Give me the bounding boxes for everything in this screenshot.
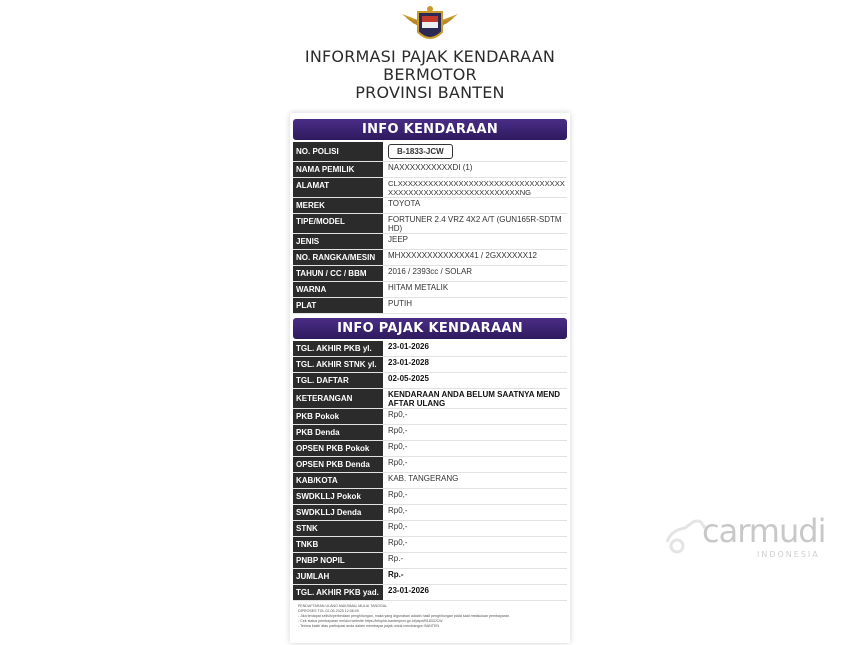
row-label: PLAT — [293, 298, 385, 313]
table-row — [293, 489, 567, 505]
row-label: TNKB — [293, 537, 385, 552]
footnote-line: - Terima kasih atas partisipasi anda dalam membayar pajak untuk membangun BANTEN — [298, 624, 439, 628]
watermark-sub: INDONESIA — [757, 550, 820, 559]
row-value: 23-01-2026 — [388, 342, 429, 351]
row-value: MHXXXXXXXXXXXXX41 / 2GXXXXXX12 — [388, 251, 537, 260]
row-value: Rp.- — [388, 570, 404, 579]
row-value: Rp0,- — [388, 458, 408, 467]
row-label: PNBP NOPIL — [293, 553, 385, 568]
row-label: PKB Pokok — [293, 409, 385, 424]
row-value: Rp0,- — [388, 538, 408, 547]
table-row — [293, 373, 567, 389]
row-value: 23-01-2026 — [388, 586, 429, 595]
info-pajak-heading: INFO PAJAK KENDARAAN — [293, 318, 567, 339]
row-value: HITAM METALIK — [388, 283, 449, 292]
row-label: TGL. DAFTAR — [293, 373, 385, 388]
row-value: Rp0,- — [388, 490, 408, 499]
table-row — [293, 341, 567, 357]
title-line-3: PROVINSI BANTEN — [355, 83, 505, 102]
table-row — [293, 250, 567, 266]
footnote-line: PENDAFTARAN ULANG MAKSIMAL MULAI TANGGAL — [298, 604, 388, 608]
page-title — [0, 48, 860, 102]
row-value: Rp.- — [388, 554, 404, 563]
row-value: FORTUNER 2.4 VRZ 4X2 A/T (GUN165R-SDTMHD) — [388, 215, 562, 233]
row-label: OPSEN PKB Pokok — [293, 441, 385, 456]
row-label: PKB Denda — [293, 425, 385, 440]
footnote-line: - Jika terdapat selisih/perbedaan penghitungan, maka yang digunakan adalah hasil penghitungan pada saat melakukan pembayaran. — [298, 614, 510, 618]
row-value — [385, 142, 567, 161]
title-line-1: INFORMASI PAJAK KENDARAAN — [304, 47, 556, 66]
table-row — [293, 441, 567, 457]
row-value: KENDARAAN ANDA BELUM SAATNYA MENDAFTAR ULANG — [388, 390, 560, 408]
table-row — [293, 389, 567, 409]
row-value: NAXXXXXXXXXXDI (1) — [388, 163, 473, 172]
row-label: KAB/KOTA — [293, 473, 385, 488]
watermark-brand: carmudi — [702, 512, 826, 550]
row-value: PUTIH — [388, 299, 412, 308]
row-label: WARNA — [293, 282, 385, 297]
row-value: Rp0,- — [388, 522, 408, 531]
table-row — [293, 457, 567, 473]
table-row — [293, 569, 567, 585]
license-plate-badge: B-1833-JCW — [388, 144, 453, 159]
row-value: 2016 / 2393cc / SOLAR — [388, 267, 473, 276]
row-label: OPSEN PKB Denda — [293, 457, 385, 472]
table-row — [293, 537, 567, 553]
row-value: 02-05-2025 — [388, 374, 429, 383]
row-value: Rp0,- — [388, 410, 408, 419]
table-row — [293, 473, 567, 489]
table-row — [293, 505, 567, 521]
footnote-line: - Cek status pembayaran melalui website https://infopkb.bantenprov.go.id/pkpd/B1833JCW — [298, 619, 443, 623]
row-label: TGL. AKHIR PKB yl. — [293, 341, 385, 356]
row-label: TIPE/MODEL — [293, 214, 385, 233]
banten-emblem-logo — [400, 4, 460, 46]
row-label: SWDKLLJ Pokok — [293, 489, 385, 504]
vehicle-info-table — [293, 142, 567, 314]
row-label: NAMA PEMILIK — [293, 162, 385, 177]
tax-info-card — [290, 113, 570, 643]
table-row — [293, 214, 567, 234]
row-label: TGL. AKHIR STNK yl. — [293, 357, 385, 372]
row-value: Rp0,- — [388, 442, 408, 451]
row-label: JUMLAH — [293, 569, 385, 584]
row-value: Rp0,- — [388, 426, 408, 435]
row-label: NO. POLISI — [293, 142, 385, 161]
row-label: SWDKLLJ Denda — [293, 505, 385, 520]
table-row — [293, 585, 567, 601]
row-value: CLXXXXXXXXXXXXXXXXXXXXXXXXXXXXXXXXXXXXXXXXXXXXXXXXXXXXXXXXXXXNG — [388, 179, 565, 197]
row-label: TGL. AKHIR PKB yad. — [293, 585, 385, 600]
table-row — [293, 266, 567, 282]
row-label: NO. RANGKA/MESIN — [293, 250, 385, 265]
row-label: JENIS — [293, 234, 385, 249]
table-row — [293, 178, 567, 198]
row-label: STNK — [293, 521, 385, 536]
table-row — [293, 282, 567, 298]
row-value: 23-01-2028 — [388, 358, 429, 367]
table-row — [293, 162, 567, 178]
row-value: Rp0,- — [388, 506, 408, 515]
table-row — [293, 521, 567, 537]
table-row — [293, 425, 567, 441]
table-row — [293, 298, 567, 314]
title-line-2: BERMOTOR — [383, 65, 477, 84]
footnote — [298, 604, 564, 629]
row-label: MEREK — [293, 198, 385, 213]
row-label: KETERANGAN — [293, 389, 385, 408]
row-value: KAB. TANGERANG — [388, 474, 459, 483]
row-value: JEEP — [388, 235, 409, 244]
table-row — [293, 409, 567, 425]
tax-info-table — [293, 341, 567, 601]
row-label: TAHUN / CC / BBM — [293, 266, 385, 281]
info-kendaraan-heading: INFO KENDARAAN — [293, 119, 567, 140]
table-row — [293, 357, 567, 373]
footnote-line: DIPROSES TGL 02-05-2025 12:06:09 — [298, 609, 359, 613]
table-row — [293, 553, 567, 569]
row-label: ALAMAT — [293, 178, 385, 197]
table-row — [293, 234, 567, 250]
table-row — [293, 142, 567, 162]
table-row — [293, 198, 567, 214]
row-value: TOYOTA — [388, 199, 421, 208]
